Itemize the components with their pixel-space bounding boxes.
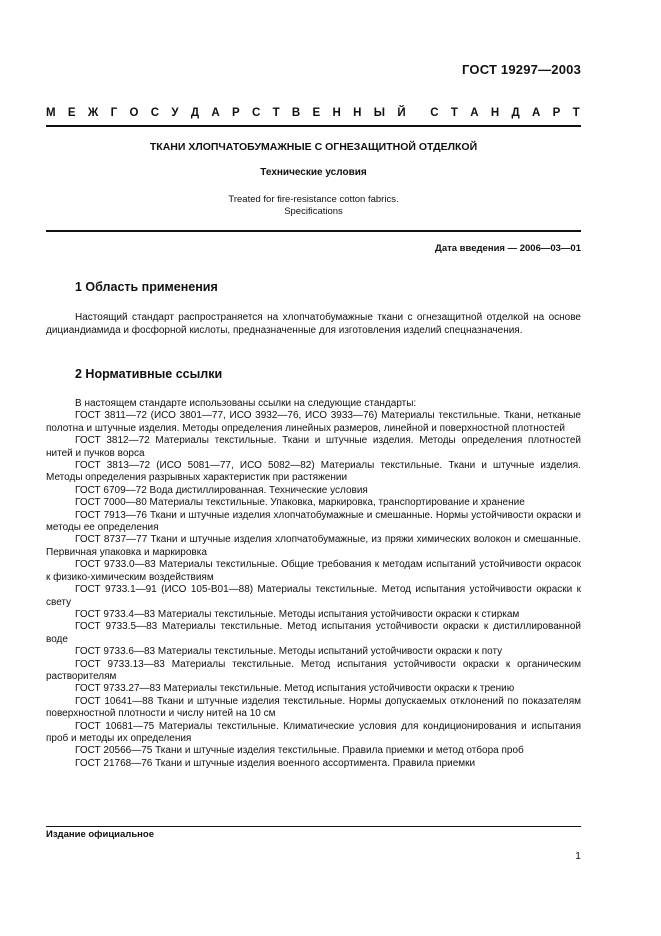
reference-item: ГОСТ 3813—72 (ИСО 5081—77, ИСО 5082—82) Материалы текстильные. Ткани и штучные изделия. Методы определения разрывных характеристик при растяжении xyxy=(46,460,581,484)
header-letter: С xyxy=(150,107,160,119)
header-letter: С xyxy=(251,107,261,119)
reference-item: ГОСТ 7000—80 Материалы текстильные. Упаковка, маркировка, транспортирование и хранение xyxy=(75,497,525,509)
header-letter: А xyxy=(531,107,541,119)
reference-item: ГОСТ 9733.6—83 Материалы текстильные. Методы испытаний устойчивости окраски к поту xyxy=(75,646,503,658)
reference-item: ГОСТ 7913—76 Ткани и штучные изделия хлопчатобумажные и смешанные. Нормы устойчивости окраски и методы ее определения xyxy=(46,509,581,534)
header-letter: А xyxy=(470,107,479,119)
reference-item: ГОСТ 10681—75 Материалы текстильные. Климатические условия для кондиционирования и испытания проб и методы их определения xyxy=(46,720,581,744)
header-letter: Р xyxy=(552,107,561,119)
reference-item: ГОСТ 9733.0—83 Материалы текстильные. Общие требования к методам испытаний устойчивости окрасок к физико-химическим воздействиям xyxy=(46,559,581,583)
reference-item: ГОСТ 3812—72 Материалы текстильные. Ткани и штучные изделия. Методы определения плотностей нитей и пучков ворса xyxy=(46,435,581,459)
reference-item: ГОСТ 8737—77 Ткани и штучные изделия хлопчатобумажные, из пряжи химических волокон и смешанные. Первичная упаковка и маркировка xyxy=(46,534,581,558)
reference-item: ГОСТ 9733.27—83 Материалы текстильные. Метод испытания устойчивости окраски к трению xyxy=(75,683,515,695)
english-title-line: Treated for fire-resistance cotton fabrics. xyxy=(228,194,399,205)
gost-number: ГОСТ 19297—2003 xyxy=(462,62,581,77)
scope-text: Настоящий стандарт распространяется на хлопчатобумажные ткани с огнезащитной отделкой на основе дициандиамида и фосфорной кислоты, предназначенные для изготовления изделий спецназначения. xyxy=(46,312,581,336)
header-letter: М xyxy=(46,107,56,119)
header-letter: Н xyxy=(332,107,341,119)
edition-label: Издание официальное xyxy=(46,829,154,840)
reference-item: ГОСТ 9733.13—83 Материалы текстильные. Метод испытания устойчивости окраски к органическим растворителям xyxy=(46,658,581,682)
header-letter: О xyxy=(129,107,139,119)
reference-item: ГОСТ 20566—75 Ткани и штучные изделия текстильные. Правила приемки и метод отбора проб xyxy=(75,745,524,757)
header-letter: Р xyxy=(231,107,240,119)
header-letter: Н xyxy=(353,107,362,119)
reference-item: ГОСТ 3811—72 (ИСО 3801—77, ИСО 3932—76, ИСО 3933—76) Материалы текстильные. Ткани, нетканые полотна и штучные изделия. Методы определения линейных размеров, линейной и поверхностной плотностей xyxy=(46,410,581,434)
header-letter: Е xyxy=(312,107,321,119)
reference-item: ГОСТ 10641—88 Ткани и штучные изделия текстильные. Нормы допускаемых отклонений по показателям поверхностной плотности и числу нитей на 10 см xyxy=(46,695,581,720)
english-title-line: Specifications xyxy=(284,206,343,217)
reference-item: ГОСТ 21768—76 Ткани и штучные изделия военного ассортимента. Правила приемки xyxy=(75,757,476,769)
header-letter: Т xyxy=(450,107,458,119)
section-heading-references: 2 Нормативные ссылки xyxy=(75,367,223,381)
introduction-date: Дата введения — 2006—03—01 xyxy=(435,243,581,254)
reference-item: ГОСТ 9733.5—83 Материалы текстильные. Метод испытания устойчивости окраски к дистиллированной воде xyxy=(46,621,581,645)
section-heading-scope: 1 Область применения xyxy=(75,280,218,294)
header-letter: Н xyxy=(490,107,500,119)
english-title xyxy=(46,194,581,218)
references-list xyxy=(46,398,581,770)
reference-item: ГОСТ 9733.1—91 (ИСО 105-В01—88) Материалы текстильные. Метод испытания устойчивости окраски к свету xyxy=(46,584,581,608)
header-letter: Д xyxy=(190,107,200,119)
page-number: 1 xyxy=(575,850,581,862)
scope-paragraph xyxy=(46,312,581,337)
header-letter: У xyxy=(171,107,179,119)
header-rule xyxy=(46,125,581,127)
header-letter: Ы xyxy=(373,107,386,119)
document-subtitle: Технические условия xyxy=(260,167,367,178)
header-letter: Е xyxy=(67,107,76,119)
reference-item: ГОСТ 9733.4—83 Материалы текстильные. Методы испытания устойчивости окраски к стиркам xyxy=(75,608,520,620)
header-letter: Г xyxy=(110,107,118,119)
header-letter: Ж xyxy=(87,107,99,119)
header-letter: Т xyxy=(272,107,280,119)
interstate-standard-header xyxy=(46,107,580,119)
header-letter: С xyxy=(430,107,439,119)
header-letter: А xyxy=(211,107,220,119)
header-letter: Т xyxy=(572,107,580,119)
header-letter: В xyxy=(291,107,301,119)
footer-rule xyxy=(46,826,581,827)
header-letter: Й xyxy=(397,107,406,119)
document-title: ТКАНИ ХЛОПЧАТОБУМАЖНЫЕ С ОГНЕЗАЩИТНОЙ ОТДЕЛКОЙ xyxy=(149,141,478,153)
references-intro: В настоящем стандарте использованы ссылки на следующие стандарты: xyxy=(75,398,417,409)
reference-item: ГОСТ 6709—72 Вода дистиллированная. Технические условия xyxy=(75,484,368,496)
header-letter: Д xyxy=(511,107,520,119)
title-rule xyxy=(46,230,581,232)
